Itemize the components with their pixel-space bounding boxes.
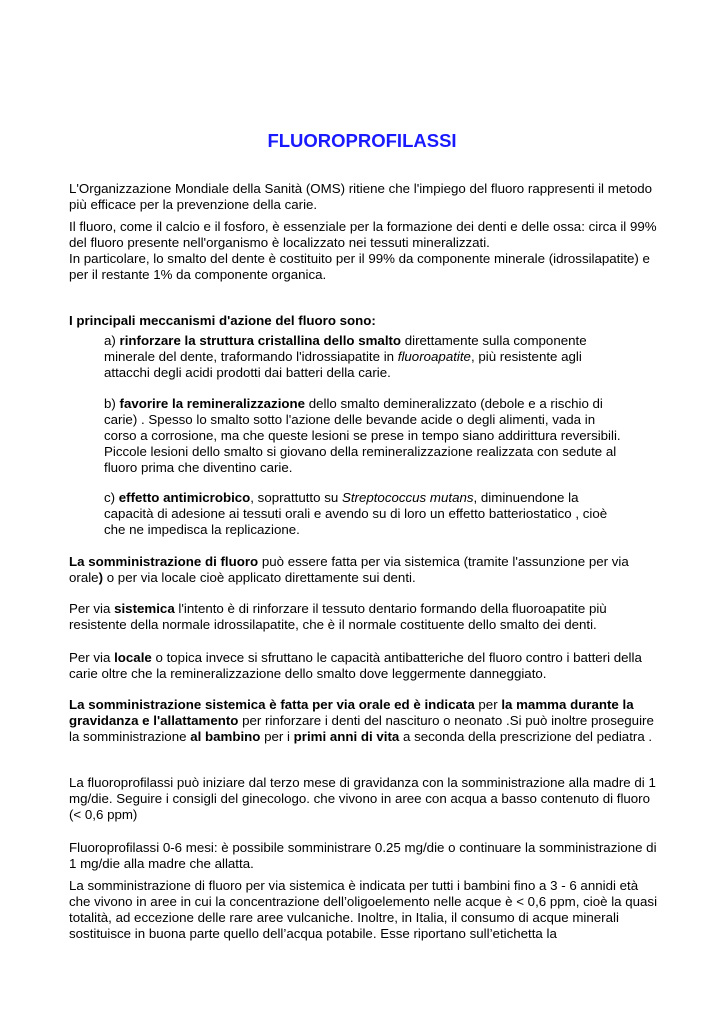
- pregnancy-paragraph: La fluoroprofilassi può iniziare dal terzo mese di gravidanza con la somministrazione alla madre di 1 mg/die. Seguire i consigli del ginecologo. che vivono in aree con acqua a basso contenuto di fluoro (< 0,6 ppm): [69, 775, 656, 822]
- intro-text-fluoride: Il fluoro, come il calcio e il fosforo, è essenziale per la formazione dei denti e delle ossa: circa il 99% del fluoro presente nell'organismo è localizzato nei tessuti mineralizzati.: [69, 219, 657, 250]
- administration-paragraph: La somministrazione di fluoro può essere fatta per via sistemica (tramite l'assunzione per via orale) o per via locale cioè applicato direttamente sui denti.: [69, 554, 629, 585]
- children-paragraph: La somministrazione di fluoro per via sistemica è indicata per tutti i bambini fino a 3 - 6 annidi età che vivono in aree in cui la concentrazione dell’oligoelemento nelle acque è < 0,6 ppm, cioè la quasi totalità, ad eccezione delle rare aree vulcaniche. Inoltre, in Italia, il consumo di acque minerali sostituisce in buona parte quello dell’acqua potabile. Esse riportano sull’etichetta la: [69, 878, 658, 941]
- systemic-paragraph: Per via sistemica l'intento è di rinforzare il tessuto dentario formando della fluoroapatite più resistente della normale idrossilapatite, che è il normale costituente dello smalto dei denti.: [69, 601, 607, 632]
- months-paragraph: Fluoroprofilassi 0-6 mesi: è possibile somministrare 0.25 mg/die o continuare la somministrazione di 1 mg/die alla madre che allatta.: [69, 840, 657, 871]
- mechanism-c: c) effetto antimicrobico, soprattutto su Streptococcus mutans, diminuendone la capacità di adesione ai tessuti orali e avendo su di loro un effetto batteriostatico , cioè che ne impedisca la replicazione.: [104, 490, 608, 537]
- mechanisms-heading: I principali meccanismi d'azione del fluoro sono:: [69, 313, 376, 328]
- indication-paragraph: La somministrazione sistemica è fatta per via orale ed è indicata per la mamma durante la gravidanza e l'allattamento per rinforzare i denti del nascituro o neonato .Si può inoltre proseguire la somministrazione al bambino per i primi anni di vita a seconda della prescrizione del pediatra .: [69, 697, 654, 744]
- page-title: FLUOROPROFILASSI: [267, 130, 457, 151]
- mechanism-a: a) rinforzare la struttura cristallina dello smalto direttamente sulla componente minerale del dente, traformando l'idrossiapatite in fluoroapatite, più resistente agli attacchi degli acidi prodotti dai batteri della carie.: [104, 333, 587, 380]
- local-paragraph: Per via locale o topica invece si sfruttano le capacità antibatteriche del fluoro contro i batteri della carie oltre che la remineralizzazione dello smalto dove leggermente danneggiato.: [69, 650, 642, 681]
- intro-paragraph-1: L'Organizzazione Mondiale della Sanità (OMS) ritiene che l'impiego del fluoro rappresenti il metodo più efficace per la prevenzione della carie.: [69, 181, 653, 212]
- mechanism-b: b) favorire la remineralizzazione dello smalto demineralizzato (debole e a rischio di carie) . Spesso lo smalto sotto l'azione delle bevande acide o degli alimenti, vada in corso a corrosione, ma che queste lesioni se prese in tempo siano addirittura reversibili. Piccole lesioni dello smalto si giovano della remineralizzazione realizzata con sedute al fluoro prima che diventino carie.: [104, 396, 621, 475]
- intro-paragraph-2: [69, 219, 659, 283]
- intro-text-enamel: In particolare, lo smalto del dente è costituito per il 99% da componente minerale (idrossilapatite) e per il restante 1% da componente organica.: [69, 251, 650, 282]
